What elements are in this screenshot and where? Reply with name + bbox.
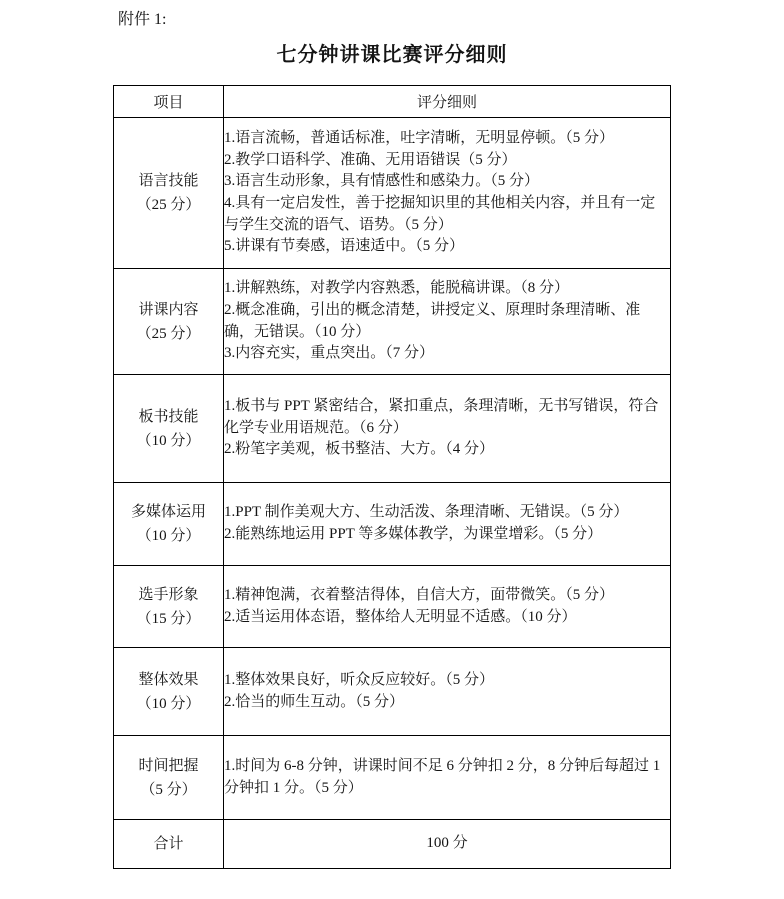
table-row-language-skills	[114, 118, 671, 269]
table-row-board-writing	[114, 375, 671, 483]
item-points: （15 分）	[136, 610, 201, 627]
attachment-label: 附件 1:	[118, 11, 167, 28]
item-cell	[114, 483, 224, 566]
total-value-cell: 100 分	[224, 820, 671, 869]
item-points: （5 分）	[140, 781, 197, 798]
criteria-cell: 1.精神饱满，衣着整洁得体，自信大方，面带微笑。（5 分） 2.适当运用体态语，整体给人无明显不适感。（10 分）	[224, 566, 671, 648]
item-name: 多媒体运用	[130, 504, 206, 520]
table-row-contestant-image	[114, 566, 671, 648]
item-name: 语言技能	[138, 173, 199, 189]
item-name: 讲课内容	[138, 301, 199, 318]
criteria-cell: 1.语言流畅，普通话标准，吐字清晰，无明显停顿。（5 分） 2.教学口语科学、准确、无用语错误（5 分） 3.语言生动形象，具有情感性和感染力。（5 分） 4.具有一定启发性，善于挖掘知识里的其他相关内容，并且有一定与学生交流的语气、语势。（5 分） 5.讲课有节奏感，语速适中。（5 分）	[224, 118, 671, 269]
table-row-overall-effect	[114, 648, 671, 736]
item-name: 板书技能	[138, 408, 199, 425]
header-criteria-column: 评分细则	[224, 86, 671, 118]
item-name: 选手形象	[138, 586, 199, 603]
item-points: （10 分）	[136, 528, 201, 544]
item-points: （10 分）	[136, 432, 201, 449]
table-row-total	[114, 820, 671, 869]
total-label-cell: 合计	[114, 820, 224, 869]
page-title: 七分钟讲课比赛评分细则	[276, 44, 508, 66]
item-cell	[114, 375, 224, 483]
item-cell	[114, 269, 224, 375]
header-item-column: 项目	[114, 86, 224, 118]
item-name: 时间把握	[138, 757, 199, 774]
item-points: （25 分）	[136, 325, 201, 342]
criteria-cell: 1.讲解熟练，对教学内容熟悉，能脱稿讲课。（8 分） 2.概念准确，引出的概念清楚，讲授定义、原理时条理清晰、准确，无错误。（10 分） 3.内容充实，重点突出。（7 分）	[224, 269, 671, 375]
item-cell	[114, 118, 224, 269]
criteria-cell: 1.时间为 6-8 分钟，讲课时间不足 6 分钟扣 2 分，8 分钟后每超过 1 分钟扣 1 分。（5 分）	[224, 736, 671, 820]
item-name: 整体效果	[138, 671, 199, 688]
criteria-cell: 1.板书与 PPT 紧密结合，紧扣重点，条理清晰，无书写错误，符合化学专业用语规范。（6 分） 2.粉笔字美观，板书整洁、大方。（4 分）	[224, 375, 671, 483]
table-row-time-control	[114, 736, 671, 820]
criteria-cell: 1.整体效果良好，听众反应较好。（5 分） 2.恰当的师生互动。（5 分）	[224, 648, 671, 736]
item-cell	[114, 736, 224, 820]
scoring-rubric-table	[113, 85, 671, 869]
item-points: （25 分）	[136, 197, 201, 213]
criteria-cell: 1.PPT 制作美观大方、生动活泼、条理清晰、无错误。（5 分） 2.能熟练地运用 PPT 等多媒体教学，为课堂增彩。（5 分）	[224, 483, 671, 566]
table-row-lecture-content	[114, 269, 671, 375]
table-row-multimedia	[114, 483, 671, 566]
item-cell	[114, 566, 224, 648]
item-cell	[114, 648, 224, 736]
table-header-row	[114, 86, 671, 118]
item-points: （10 分）	[136, 695, 201, 712]
